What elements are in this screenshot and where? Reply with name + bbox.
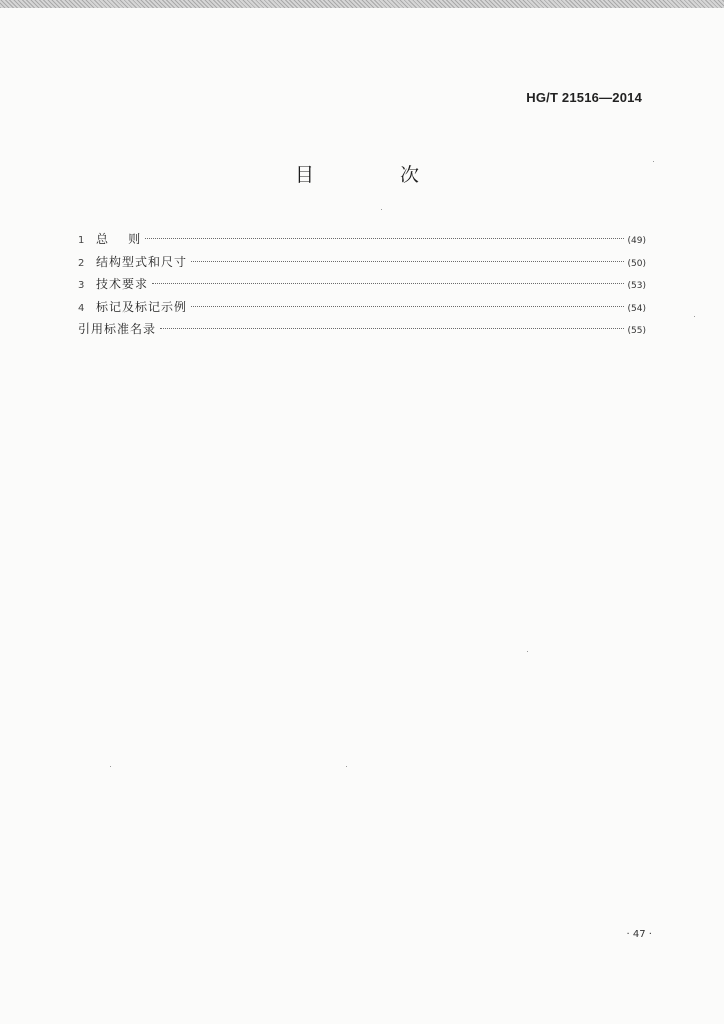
scan-top-band [0, 0, 724, 8]
toc-entry-label: 总 则 [96, 232, 142, 246]
scan-speck [381, 209, 382, 210]
toc-leader-dots [160, 328, 624, 329]
toc-entry[interactable] [78, 296, 646, 319]
toc-leader-dots [191, 261, 624, 262]
toc-entry[interactable] [78, 273, 646, 296]
standard-code: HG/T 21516—2014 [526, 90, 642, 105]
toc-entry[interactable] [78, 318, 646, 341]
toc-leader-dots [191, 306, 624, 307]
toc-entry-label: 结构型式和尺寸 [96, 254, 188, 269]
toc-leader-dots [152, 283, 624, 284]
toc-leader-dots [145, 238, 623, 239]
scan-speck [346, 766, 347, 767]
scan-speck [653, 161, 654, 162]
toc-entry-label: 标记及标记示例 [96, 299, 188, 314]
scan-speck [110, 766, 111, 767]
toc-entry-page: (50) [627, 258, 646, 269]
toc-entry-number: 4 [78, 302, 85, 314]
toc-entry-label: 技术要求 [96, 277, 149, 291]
toc-entry-page: (54) [627, 303, 646, 314]
page-number: · 47 · [626, 929, 652, 940]
toc-title: 目 次 [294, 164, 460, 186]
toc-entry-number: 3 [78, 280, 85, 291]
toc-entry-page: (53) [627, 281, 646, 291]
toc-entry-page: (55) [627, 326, 646, 336]
toc-entry-label: 引用标准名录 [78, 322, 157, 336]
scan-speck [527, 651, 528, 652]
toc-entry[interactable] [78, 251, 646, 274]
toc-entry-page: (49) [627, 236, 646, 246]
toc-entry-number: 1 [78, 235, 85, 246]
toc-entry-number: 2 [78, 257, 85, 269]
table-of-contents [78, 228, 646, 341]
toc-entry[interactable] [78, 228, 646, 251]
scan-speck [694, 316, 695, 317]
